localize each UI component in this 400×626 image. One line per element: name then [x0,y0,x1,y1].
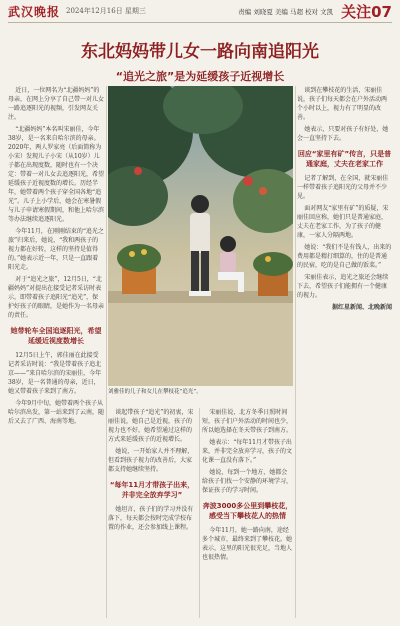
subheading-middle-2: 奔波3000多公里到攀枝花，感受当下攀枝花人的热情 [202,502,293,520]
paragraph: 她坦言，孩子们的学习并没有落下，每天都会按时完成学校布置的作业，还会参加线上课程。 [108,506,194,531]
paragraph: 宋丽佳表示，追光之旅还会继续下去，希望孩子们能拥有一个健康的视力。 [297,274,389,299]
paragraph: 谈起带孩子“追光”的初衷，宋丽佳说，她自己是近视，孩子的视力也不好，她希望通过这样的方式来延缓孩子的近视增长。 [108,409,194,443]
paragraph: 宋丽佳说，北方冬季日照时间短，孩子们户外活动的时间也少，所以她选择在冬天带孩子到南方。 [202,409,293,434]
article-photo [108,86,293,386]
column-right [297,86,392,618]
column-middle-2 [202,408,293,618]
column-left [8,86,104,618]
paragraph: 她说，每到一个地方，她都会给孩子们找一个安静的环境学习，保证孩子的学习时间。 [202,469,293,494]
subheading-left: 她带轮车全国追逐阳光，希望延缓近视度数增长 [10,327,102,345]
masthead-editors: 责编 刘晓夏 美编 马超 校对 文凯 [238,7,334,16]
column-divider [295,86,296,618]
subheading-middle: “每年11月才带孩子出来，并非完全放弃学习” [109,481,195,499]
article-body [8,86,392,618]
photo-illustration [108,86,293,386]
paragraph: 记者了解到，在全国，就宋丽佳一样带着孩子追阳光的父母并不少见。 [297,175,389,200]
paragraph: 今年9月中旬，她带着两个孩子从哈尔滨出发，第一站来到了云南，随后又去了广西、海南等地。 [8,400,104,425]
headline-subtitle: “追光之旅”是为延缓孩子近视增长 [115,70,285,83]
paragraph: 今年11月，她一路向南，途经多个城市，最终来到了攀枝花。她表示，这里的阳光很充足，当地人也很热情。 [202,527,293,561]
section-label: 关注07 [341,2,392,21]
article-source: 据红星新闻、北晚新闻 [331,304,392,311]
masthead-date: 2024年12月16日 星期三 [66,7,146,15]
headline-block [8,37,392,84]
paragraph: 她表示，只要对孩子有好处，她会一直坚持下去。 [297,126,389,142]
masthead-logo: 武汉晚报 [8,4,61,19]
paragraph: 谈到在攀枝花的生活，宋丽佳说，孩子们每天都会在户外活动两个小时以上，视力有了明显的改善。 [297,87,388,121]
paragraph: “北疆妈妈”本名叫宋丽佳，今年38岁，是一名来自哈尔滨的母亲。2020年，两人罗家亮（后面简称为小宋）发现儿子小宋（从10岁）儿子都在出现度数，随时也有一个决定：带着一对儿女去追逐阳光，希望延缓孩子近视度数的增长。历经半年，她带着两个孩子穿全国各地“追光”。儿子上小学后，她会在寒暑假与儿子申请寒假期间，和他上哈尔滨等办法继续追逐阳光。 [8,126,104,223]
column-divider [199,408,200,618]
column-divider [106,86,107,618]
paragraph: 今年11月，在刚刚结束的“追光之旅”归来后，她说，“我和两孩子的视力都在好转，这样的坚持是值得的。”她表示近一年，只是一直跟着阳光走。 [8,228,104,271]
headline-title: 东北妈妈带儿女一路向南追阳光 [81,42,319,62]
paragraph: 12月5日上午，郭佳丽在此接受记者采访时说：“我是带着孩子追北京——”来自哈尔滨的宋丽佳，今年38岁，是一名普通的母亲，近日，她又带着孩子来到了南方。 [8,352,102,395]
paragraph: 近日，一位网名为“北疆妈妈”的母亲，在网上分享了自己带一对儿女一路追逐阳光的视频，引发网友关注。 [8,87,104,121]
photo-caption: 刘雅佳的儿子和女儿在攀枝花“追光”。 [108,389,202,395]
subheading-right: 回应“家里有矿”传言，只是普通家庭，丈夫在老家工作 [297,150,392,168]
column-middle-1 [108,408,196,618]
paragraph: 面对网友“家里有矿”的质疑，宋丽佳回应称，她们只是普通家庭，丈夫在老家工作，为了孩子的健康，一家人分隔两地。 [297,205,389,239]
paragraph: 她说：“我们不是有钱人，出来的费用都是精打细算的，住的是普通的民宿，吃的是自己做的饭菜。” [297,244,392,269]
masthead [8,0,392,23]
paragraph: 对于“追光之旅”，12月5日，“北疆妈妈”对提出在接受记者采访时表示，即带着孩子追阳光“追光”，保护好孩子的眼睛，是她作为一名母亲的责任。 [8,276,104,319]
paragraph: 她说，一开始家人并不理解，但看到孩子视力的改善后，大家都支持她继续坚持。 [108,448,194,473]
paragraph: 她表示：“每年11月才带孩子出来，并非完全放弃学习，孩子的文化课一直没有落下。” [202,439,293,464]
